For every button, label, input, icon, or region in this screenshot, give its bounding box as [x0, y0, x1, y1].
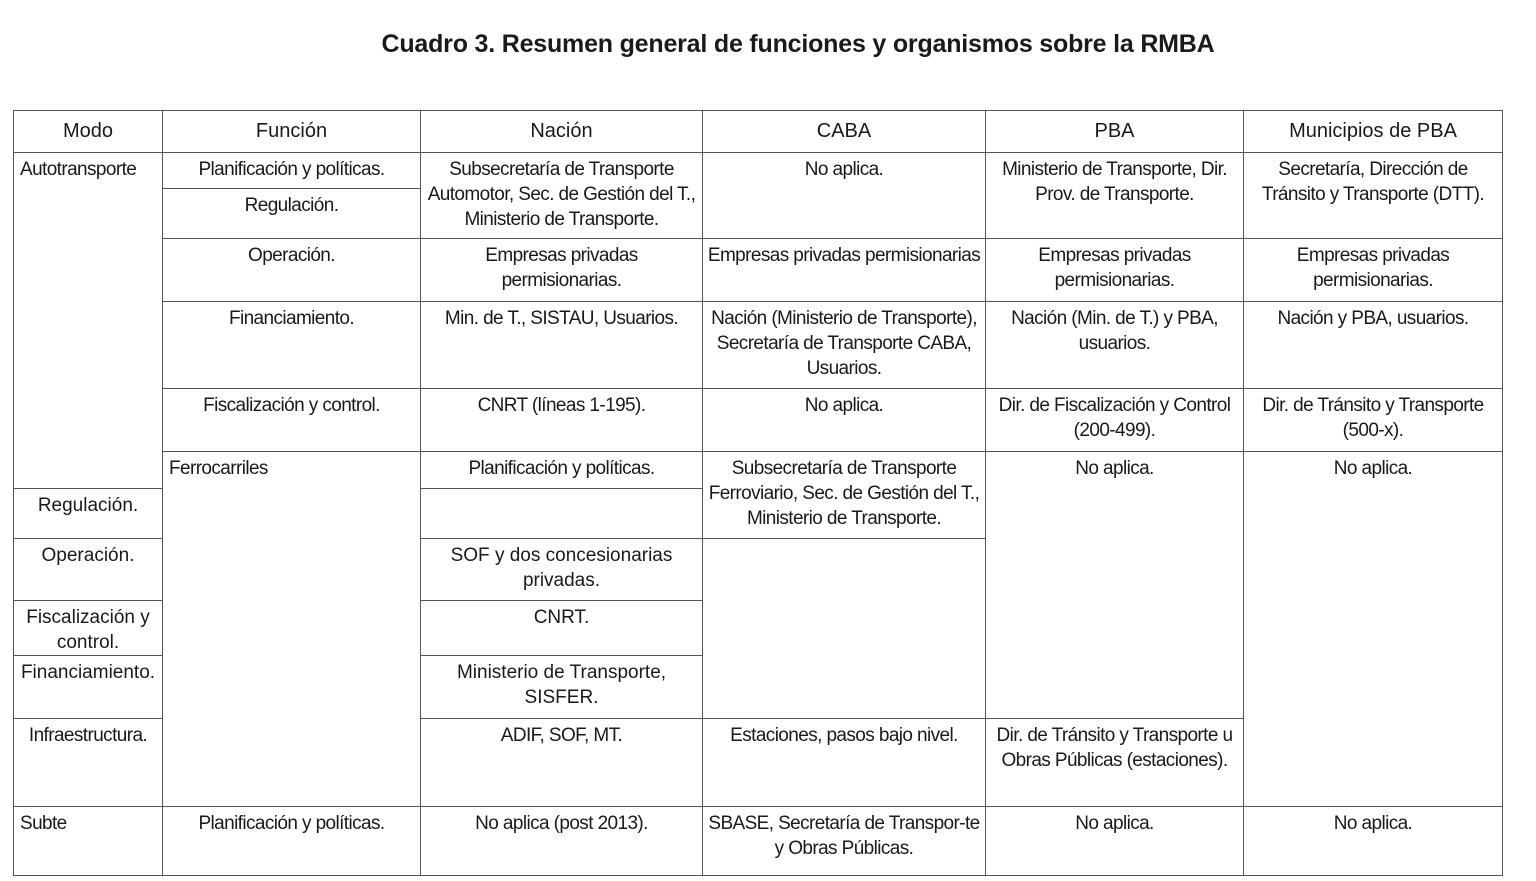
funcion-cell: Fiscalización y control. — [163, 389, 421, 452]
funcion-cell: Planificación y políticas. — [163, 807, 421, 876]
header-pba: PBA — [986, 111, 1244, 153]
nacion-cell: CNRT (líneas 1-195). — [421, 389, 703, 452]
municipios-cell: Dir. de Tránsito y Transporte u Obras Públicas (estaciones). — [986, 719, 1244, 807]
caba-cell: Empresas privadas permisionarias — [703, 239, 986, 302]
funcion-cell: Planificación y políticas. — [421, 452, 703, 489]
table-caption: Cuadro 3. Resumen general de funciones y organismos sobre la RMBA — [381, 30, 1215, 58]
pba-cell: Nación (Min. de T.) y PBA, usuarios. — [986, 302, 1244, 389]
municipios-cell: Nación y PBA, usuarios. — [1244, 302, 1503, 389]
header-modo: Modo — [14, 111, 163, 153]
header-row — [14, 111, 1503, 153]
table-row — [14, 452, 1503, 489]
mode-cell: Ferrocarriles — [163, 452, 421, 807]
pba-cell: Ministerio de Transporte, Dir. Prov. de Transporte. — [986, 153, 1244, 239]
nacion-cell: CNRT. — [421, 601, 703, 656]
table-row — [14, 807, 1503, 876]
caba-cell: No aplica. — [703, 389, 986, 452]
funcion-cell: Operación. — [163, 239, 421, 302]
pba-cell: No aplica. — [1244, 452, 1503, 807]
municipios-cell: Empresas privadas permisionarias. — [1244, 239, 1503, 302]
header-nacion: Nación — [421, 111, 703, 153]
nacion-cell: ADIF, SOF, MT. — [421, 719, 703, 807]
funcion-cell: Fiscalización y control. — [14, 601, 163, 656]
funcion-cell: Operación. — [14, 539, 163, 601]
caba-cell: No aplica. — [703, 153, 986, 239]
table-row — [14, 239, 1503, 302]
caba-cell: SBASE, Secretaría de Transpor-te y Obras Públicas. — [703, 807, 986, 876]
header-funcion: Función — [163, 111, 421, 153]
funcion-cell: Financiamiento. — [163, 302, 421, 389]
nacion-cell: Empresas privadas permisionarias. — [421, 239, 703, 302]
nacion-cell: Min. de T., SISTAU, Usuarios. — [421, 302, 703, 389]
municipios-cell: No aplica. — [1244, 807, 1503, 876]
caba-cell: No aplica. — [986, 452, 1244, 719]
nacion-cell: Ministerio de Transporte, SISFER. — [421, 656, 703, 719]
municipios-cell: Secretaría, Dirección de Tránsito y Transporte (DTT). — [1244, 153, 1503, 239]
funcion-cell: Infraestructura. — [14, 719, 163, 807]
table-row — [14, 302, 1503, 389]
nacion-cell: No aplica (post 2013). — [421, 807, 703, 876]
funcion-cell: Regulación. — [14, 489, 163, 539]
funcion-cell: Regulación. — [163, 189, 421, 239]
pba-cell: Dir. de Fiscalización y Control (200-499). — [986, 389, 1244, 452]
header-municipios: Municipios de PBA — [1244, 111, 1503, 153]
table-row — [14, 153, 1503, 189]
pba-cell: No aplica. — [986, 807, 1244, 876]
funcion-cell: Financiamiento. — [14, 656, 163, 719]
caba-cell: Estaciones, pasos bajo nivel. — [703, 719, 986, 807]
municipios-cell: Dir. de Tránsito y Transporte (500-x). — [1244, 389, 1503, 452]
mode-cell: Autotransporte — [14, 153, 163, 489]
mode-cell: Subte — [14, 807, 163, 876]
nacion-cell: SOF y dos concesionarias privadas. — [421, 539, 703, 601]
nacion-cell: Subsecretaría de Transporte Automotor, Sec. de Gestión del T., Ministerio de Transporte. — [421, 153, 703, 239]
functions-table — [13, 110, 1503, 876]
funcion-cell: Planificación y políticas. — [163, 153, 421, 189]
nacion-cell: Subsecretaría de Transporte Ferroviario, Sec. de Gestión del T., Ministerio de Transporte. — [703, 452, 986, 539]
header-caba: CABA — [703, 111, 986, 153]
pba-cell: Empresas privadas permisionarias. — [986, 239, 1244, 302]
table-row — [14, 389, 1503, 452]
caba-cell: Nación (Ministerio de Transporte), Secretaría de Transporte CABA, Usuarios. — [703, 302, 986, 389]
